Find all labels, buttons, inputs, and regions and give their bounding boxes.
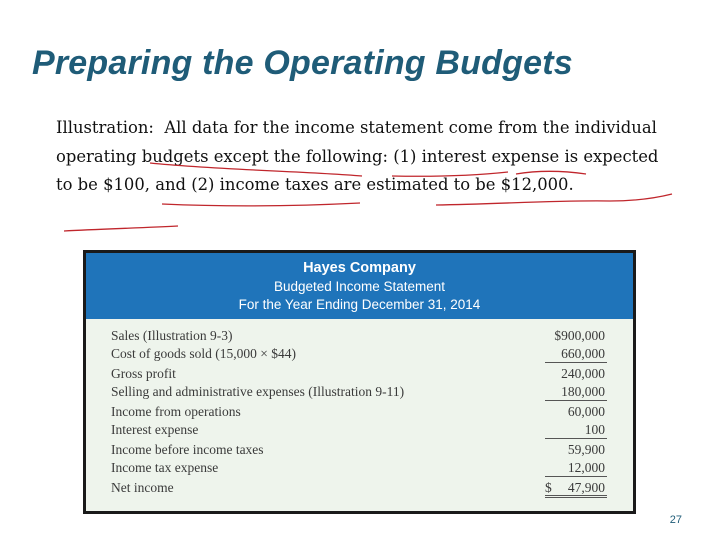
row-amount bbox=[545, 480, 607, 498]
row-label: Cost of goods sold (15,000 × $44) bbox=[111, 345, 296, 361]
company-name: Hayes Company bbox=[303, 260, 416, 276]
row-label: Selling and administrative expenses (Illustration 9-11) bbox=[111, 383, 405, 399]
row-label: Interest expense bbox=[111, 421, 199, 437]
row-amount: 59,900 bbox=[567, 442, 605, 457]
row-income-from-operations bbox=[86, 404, 633, 422]
statement-name: Budgeted Income Statement bbox=[273, 279, 446, 294]
intro-label: Illustration: bbox=[56, 118, 154, 137]
currency-symbol: $ bbox=[545, 480, 552, 495]
row-label: Income tax expense bbox=[111, 459, 219, 475]
page-number: 27 bbox=[669, 514, 682, 526]
row-amount: $900,000 bbox=[554, 328, 605, 343]
row-label: Income before income taxes bbox=[111, 442, 264, 457]
statement-header bbox=[86, 253, 633, 319]
intro-paragraph bbox=[56, 114, 676, 200]
row-cost-of-goods-sold bbox=[86, 346, 633, 364]
row-interest-expense bbox=[86, 422, 633, 440]
intro-text: All data for the income statement come from the individual operating budgets except the following: (1) interest expense is expected to be $100, and (2) income taxes are estimated to be $12,000. bbox=[56, 118, 659, 194]
row-amount: 180,000 bbox=[545, 384, 607, 402]
annotation-underline-4 bbox=[162, 203, 360, 206]
row-label: Sales (Illustration 9-3) bbox=[111, 328, 233, 343]
row-label: Gross profit bbox=[111, 366, 176, 381]
row-label: Income from operations bbox=[111, 404, 241, 419]
row-net-income bbox=[86, 480, 633, 498]
statement-period: For the Year Ending December 31, 2014 bbox=[238, 297, 481, 312]
row-label: Net income bbox=[111, 480, 174, 495]
row-selling-admin-expenses bbox=[86, 384, 633, 402]
row-amount: 660,000 bbox=[545, 346, 607, 364]
budgeted-income-statement bbox=[83, 250, 636, 514]
annotation-underline-6 bbox=[64, 226, 178, 231]
row-sales bbox=[86, 328, 633, 346]
row-gross-profit bbox=[86, 366, 633, 384]
row-amount: 60,000 bbox=[567, 404, 605, 419]
row-income-tax-expense bbox=[86, 460, 633, 478]
row-amount: 240,000 bbox=[561, 366, 605, 381]
row-amount: 12,000 bbox=[545, 460, 607, 478]
net-income-value: 47,900 bbox=[567, 480, 605, 495]
row-amount: 100 bbox=[545, 422, 607, 440]
statement-rows bbox=[86, 319, 633, 498]
row-income-before-taxes bbox=[86, 442, 633, 460]
slide-title: Preparing the Operating Budgets bbox=[32, 44, 573, 82]
